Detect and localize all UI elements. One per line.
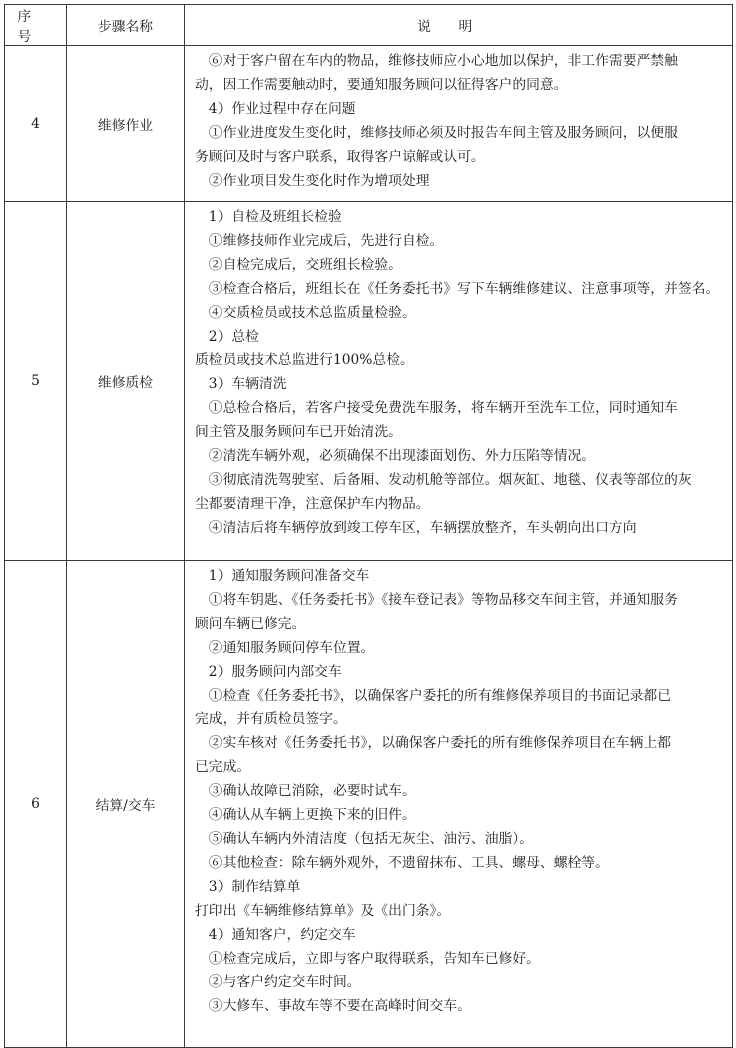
description-line: ②通知服务顾问停车位置。 xyxy=(208,639,375,656)
description-line: ③彻底清洗驾驶室、后备厢、发动机舱等部位。烟灰缸、地毯、仪表等部位的灰 xyxy=(208,471,692,488)
description-line: ③大修车、事故车等不要在高峰时间交车。 xyxy=(208,998,471,1015)
description-line: ④清洁后将车辆停放到竣工停车区，车辆摆放整齐，车头朝向出口方向 xyxy=(208,519,637,536)
description-line: ①总检合格后，若客户接受免费洗车服务，将车辆开至洗车工位，同时通知车 xyxy=(208,400,678,417)
description-line: ②与客户约定交车时间。 xyxy=(208,974,361,991)
description-line: ⑥对于客户留在车内的物品，维修技师应小心地加以保护，非工作需要严禁触 xyxy=(208,53,678,69)
description-line: 质检员或技术总监进行100%总检。 xyxy=(195,352,414,369)
description-line: ②自检完成后，交班组长检验。 xyxy=(208,256,402,273)
row-step-name: 维修作业 xyxy=(67,46,185,202)
description-line: ①作业进度发生变化时，维修技师必须及时报告车间主管及服务顾问，以便服 xyxy=(208,124,678,141)
description-line: ③检查合格后，班组长在《任务委托书》写下车辆维修建议、注意事项等，并签名。 xyxy=(208,280,720,297)
description-line: ①检查完成后，立即与客户取得联系，告知车已修好。 xyxy=(208,950,540,967)
row-number: 6 xyxy=(5,561,67,1048)
description-line: ②作业项目发生变化时作为增项处理 xyxy=(208,172,430,189)
row-description xyxy=(185,561,733,1048)
row-description xyxy=(185,46,733,202)
description-line: 2）总检 xyxy=(208,328,259,345)
description-line: 间主管及服务顾问车已开始清洗。 xyxy=(195,424,402,441)
description-line: 2）服务顾问内部交车 xyxy=(208,663,342,680)
description-line: ②实车核对《任务委托书》，以确保客户委托的所有维修保养项目在车辆上都 xyxy=(208,735,671,752)
row-number: 4 xyxy=(5,46,67,202)
row-number: 5 xyxy=(5,202,67,561)
description-line: ①检查《任务委托书》，以确保客户委托的所有维修保养项目的书面记录都已 xyxy=(208,687,671,704)
description-line: 1）自检及班组长检验 xyxy=(208,209,342,225)
description-line: 顾问车辆已修完。 xyxy=(195,615,306,632)
description-line: 动，因工作需要触动时，要通知服务顾问以征得客户的同意。 xyxy=(195,76,568,93)
row-description xyxy=(185,202,733,561)
description-line: 4）通知客户，约定交车 xyxy=(208,926,356,943)
row-step-name: 维修质检 xyxy=(67,202,185,561)
header-step-name: 步骤名称 xyxy=(67,5,185,46)
description-line: 务顾问及时与客户联系，取得客户谅解或认可。 xyxy=(195,148,485,165)
description-line: 完成，并有质检员签字。 xyxy=(195,711,347,728)
description-line: ①将车钥匙、《任务委托书》《接车登记表》等物品移交车间主管，并通知服务 xyxy=(208,591,678,608)
table-row xyxy=(5,561,733,1048)
header-description: 说明 xyxy=(185,5,733,46)
description-line: 4）作业过程中存在问题 xyxy=(208,100,356,117)
description-line: 3）车辆清洗 xyxy=(208,376,287,393)
description-line: 1）通知服务顾问准备交车 xyxy=(208,568,370,584)
description-line: ①维修技师作业完成后，先进行自检。 xyxy=(208,232,444,249)
description-line: ⑥其他检查：除车辆外观外，不遗留抹布、工具、螺母、螺栓等。 xyxy=(208,854,609,871)
row-step-name: 结算/交车 xyxy=(67,561,185,1048)
description-line: 尘都要清理干净，注意保护车内物品。 xyxy=(195,495,430,512)
description-line: ②清洗车辆外观，必须确保不出现漆面划伤、外力压陷等情况。 xyxy=(208,448,596,465)
description-line: ⑤确认车辆内外清洁度（包括无灰尘、油污、油脂）。 xyxy=(208,830,534,847)
table-row xyxy=(5,202,733,561)
header-no: 序号 xyxy=(5,5,67,46)
description-line: ④确认从车辆上更换下来的旧件。 xyxy=(208,807,416,824)
description-line: ③确认故障已消除，必要时试车。 xyxy=(208,783,416,800)
description-line: 已完成。 xyxy=(195,759,251,776)
description-line: ④交质检员或技术总监质量检验。 xyxy=(208,304,416,321)
process-table xyxy=(4,4,733,1048)
description-line: 3）制作结算单 xyxy=(208,878,301,895)
header-row xyxy=(5,5,733,46)
table-row xyxy=(5,46,733,202)
description-line: 打印出《车辆维修结算单》及《出门条》。 xyxy=(195,902,451,919)
